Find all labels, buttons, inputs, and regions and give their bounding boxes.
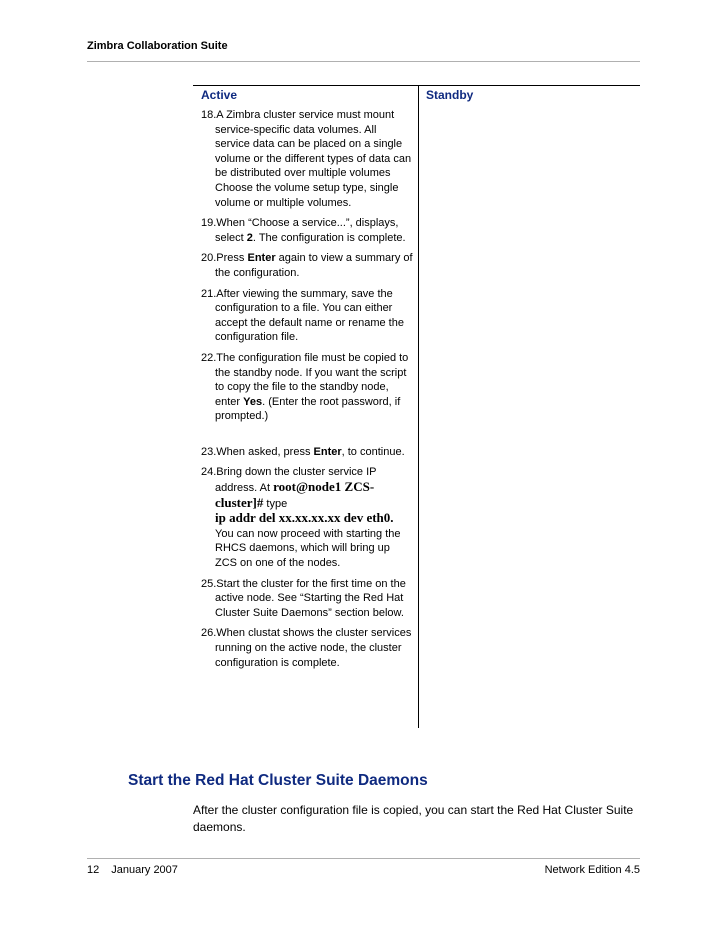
col-header-standby: Standby <box>426 88 474 102</box>
step-24 <box>201 465 413 570</box>
step-bold-text: 2 <box>246 231 253 244</box>
page-number: 12 <box>87 864 100 876</box>
step-number: 24. <box>201 466 217 479</box>
table-top-rule <box>193 85 640 86</box>
step-text: Bring down the cluster service IP address. At <box>215 466 377 495</box>
active-column <box>201 108 413 676</box>
step-text: After viewing the summary, save the configuration to a file. You can either accept the default name or rename the configuration file. <box>215 287 404 344</box>
step-text: . The configuration is complete. <box>252 231 406 244</box>
step-20 <box>201 251 413 280</box>
footer-left <box>87 864 178 876</box>
step-text: Start the cluster for the first time on the active node. See “Starting the Red Hat Cluster Suite Daemons” section below. <box>215 577 406 619</box>
step-text: A Zimbra cluster service must mount service-specific data volumes. All service data can be placed on a single volume or the different types of data can be distributed over multiple volumes Choose the volume setup type, single volume or multiple volumes. <box>215 109 412 209</box>
step-number: 20. <box>201 252 217 265</box>
step-bold-text: Enter <box>313 445 342 458</box>
step-text: When “Choose a service...”, displays, select <box>215 217 399 244</box>
step-number: 23. <box>201 445 217 458</box>
step-23 <box>201 445 413 460</box>
step-number: 25. <box>201 577 217 590</box>
section-heading: Start the Red Hat Cluster Suite Daemons <box>128 772 428 789</box>
step-number: 21. <box>201 287 217 300</box>
command-text: ip addr del xx.xx.xx.xx dev eth0. <box>215 510 394 526</box>
table-column-divider <box>418 85 419 728</box>
step-text: The configuration file must be copied to the standby node. If you want the script to copy the file to the standby node, enter <box>215 351 409 408</box>
header-rule <box>87 61 640 62</box>
body-paragraph: After the cluster configuration file is copied, you can start the Red Hat Cluster Suite daemons. <box>193 803 634 834</box>
step-number: 26. <box>201 627 217 640</box>
step-26 <box>201 626 413 670</box>
step-21 <box>201 287 413 345</box>
step-text: , to continue. <box>341 445 405 458</box>
footer-date: January 2007 <box>111 864 178 876</box>
step-text: Press <box>216 252 248 265</box>
step-bold-text: Yes <box>243 395 263 408</box>
step-number: 19. <box>201 217 217 230</box>
step-18 <box>201 108 413 210</box>
step-text: . (Enter the root password, if prompted.) <box>215 395 401 423</box>
step-19 <box>201 216 413 245</box>
col-header-active: Active <box>201 88 238 102</box>
step-number: 22. <box>201 351 217 364</box>
step-bold-text: Enter <box>247 252 276 265</box>
step-number: 18. <box>201 109 217 121</box>
footer-edition: Network Edition 4.5 <box>544 864 640 876</box>
step-25 <box>201 577 413 621</box>
step-22 <box>201 351 413 424</box>
step-text: When asked, press <box>216 445 314 458</box>
command-prompt: root@node1 ZCS-cluster]# <box>215 479 375 510</box>
step-text: type <box>263 497 288 510</box>
step-text: again to view a summary of the configuration. <box>215 252 413 279</box>
step-text: When clustat shows the cluster services running on the active node, the cluster configuration is complete. <box>215 627 412 669</box>
step-text: You can now proceed with starting the RHCS daemons, which will bring up ZCS on one of the nodes. <box>215 527 401 570</box>
footer-rule <box>87 858 640 859</box>
running-head: Zimbra Collaboration Suite <box>87 40 228 52</box>
